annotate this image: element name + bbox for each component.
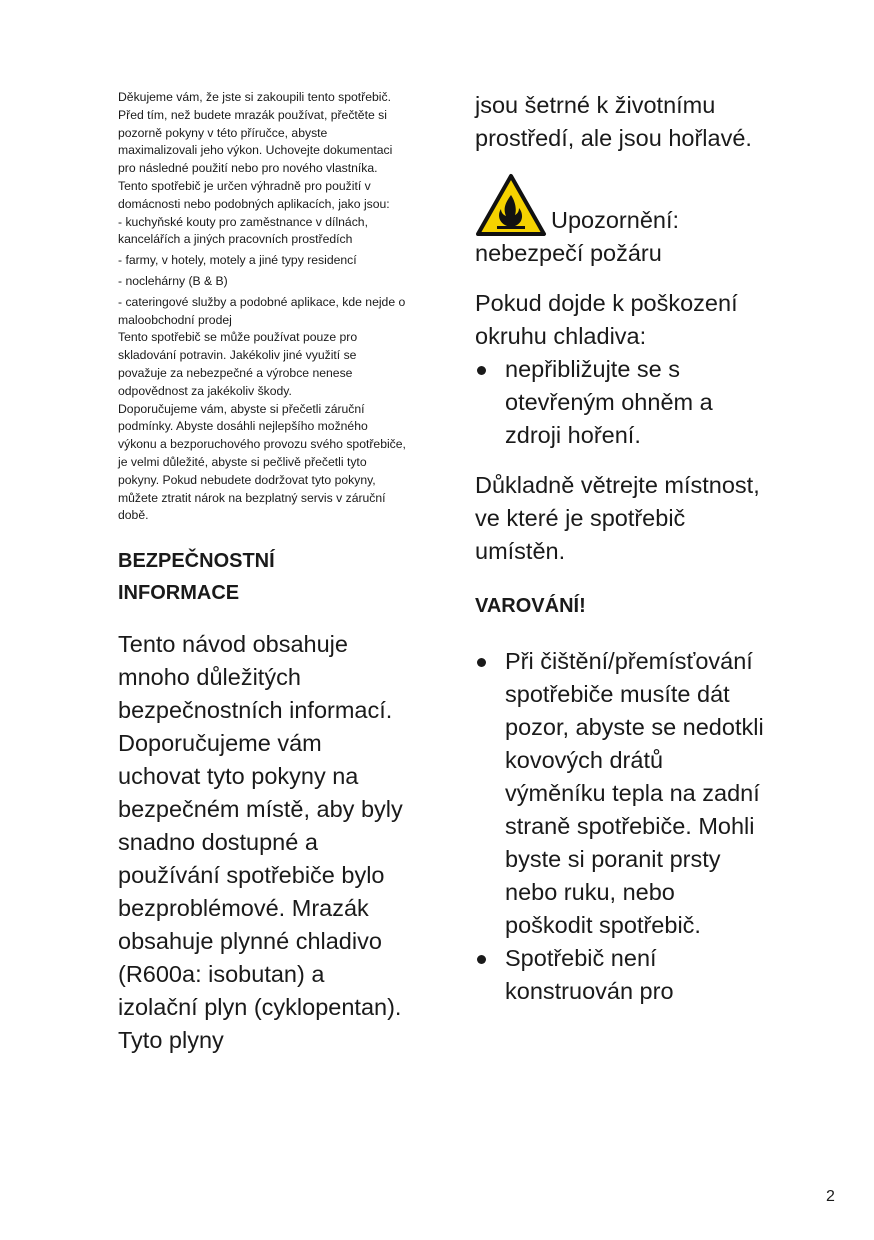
bullet-icon [477,366,486,375]
flammable-warning-icon [475,173,547,237]
safety-text: Tento návod obsahuje mnoho důležitých bezpečnostních informací. Doporučujeme vám uchovat tyto pokyny na bezpečném místě, aby byly snadno dostupné a používání spotřebiče bylo bezproblémové. Mrazák obsahuje plynné chladivo (R600a: isobutan) a izolační plyn (cyklopentan). Tyto plyny [118,631,403,1054]
left-column [118,89,408,1057]
outro-paragraph: Doporučujeme vám, abyste si přečetli záruční podmínky. Abyste dosáhli nejlepšího možného výkonu a bezporuchového provozu svého spotřebiče, je velmi důležité, abyste si pečlivě přečetli tyto pokyny. Pokud nebudete dodržovat tyto pokyny, můžete ztratit nárok na bezplatný servis v záruční době. [118,401,406,523]
list-item-text: Spotřebič není konstruován pro [505,945,674,1004]
list-item [475,645,765,942]
list-item [475,942,765,1008]
varovani-list [475,645,765,1008]
use-list-item: - kuchyňské kouty pro zaměstnance v dílnách, kancelářích a jiných pracovních prostředích [118,214,368,247]
list-item-text: nepřibližujte se s otevřeným ohněm a zdroji hoření. [505,356,713,448]
bullet-icon [477,955,486,964]
intro-paragraph: Děkujeme vám, že jste si zakoupili tento spotřebič. [118,90,391,104]
warning-label-text: Upozornění: nebezpečí požáru [475,207,680,266]
outro-paragraph: Tento spotřebič se může používat pouze pro skladování potravin. Jakékoliv jiné využití se považuje za nebezpečné a výrobce nenese odpovědnost za jakékoliv škody. [118,330,358,398]
use-list-item: - cateringové služby a podobné aplikace, kde nejde o maloobchodní prodej [118,294,406,327]
list-item [475,353,765,452]
use-list-item: - farmy, v hotely, motely a jiné typy residencí [118,253,357,268]
list-item-text: Při čištění/přemísťování spotřebiče musíte dát pozor, abyste se nedotkli kovových drátů výměníku tepla na zadní straně spotřebiče. Mohli byste si poranit prsty nebo ruku, nebo poškodit spotřebič. [505,648,764,938]
right-column [475,89,765,1008]
damage-intro: Pokud dojde k poškození okruhu chladiva: [475,290,738,349]
varovani-heading: VAROVÁNÍ! [475,595,586,617]
intro-paragraph: Před tím, než budete mrazák používat, přečtěte si pozorně pokyny v této příručce, abyste maximalizovali jeho výkon. Uchovejte dokumentaci pro následné použití nebo pro nového vlastníka. Tento spotřebič je určen výhradně pro použití v domácnosti nebo podobných aplikacích, jako jsou: [118,107,393,211]
intro-section [118,89,408,525]
damage-list [475,353,765,452]
ventilate-text: Důkladně větrejte místnost, ve které je spotřebič umístěn. [475,472,760,564]
use-list-item: - noclehárny (B & B) [118,273,228,288]
safety-heading: BEZPEČNOSTNÍ INFORMACE [118,550,275,605]
continued-text: jsou šetrné k životnímu prostředí, ale jsou hořlavé. [475,92,752,151]
page-number: 2 [826,1188,835,1205]
bullet-icon [477,658,486,667]
